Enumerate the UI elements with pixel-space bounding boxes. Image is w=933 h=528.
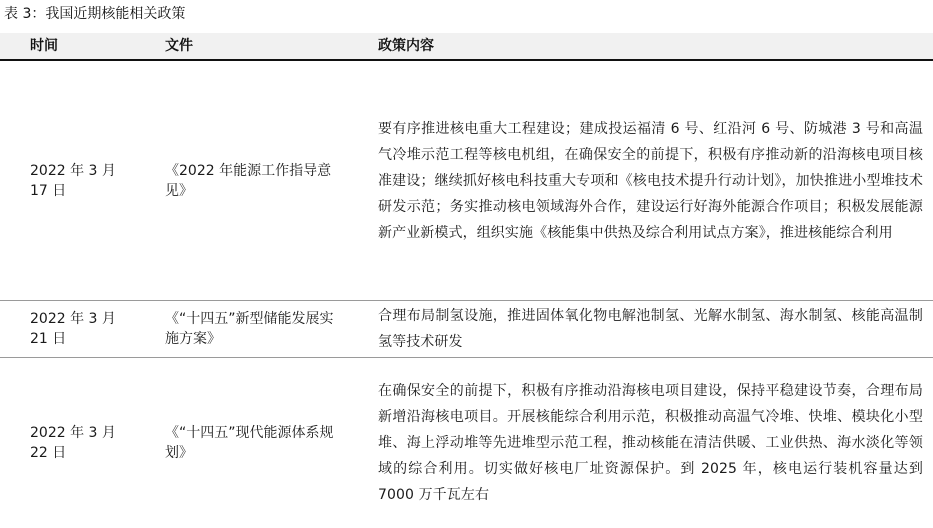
row-content-cell [345, 358, 933, 528]
header-time: 时间 [30, 38, 58, 54]
row-document-cell [132, 61, 345, 300]
row-content: 要有序推进核电重大工程建设；建成投运福清 6 号、红沿河 6 号、防城港 3 号和高温气冷堆示范工程等核电机组，在确保安全的前提下，积极有序推动新的沿海核电项目核准建设；继续抓好核电科技重大专项和《核电技术提升行动计划》，加快推进小型堆技术研发示范；务实推动核电领域海外合作，建设运行好海外能源合作项目；积极发展能源新产业新模式，组织实施《核能集中供热及综合利用试点方案》，推进核能综合利用 [378, 120, 923, 241]
table-caption: 表 3：我国近期核能相关政策 [4, 6, 186, 22]
row-document-cell [132, 358, 345, 528]
table-row [0, 301, 933, 358]
row-time: 2022 年 3 月 17 日 [30, 162, 116, 199]
row-time-cell [0, 61, 132, 300]
row-time: 2022 年 3 月 21 日 [30, 311, 116, 347]
row-time-cell [0, 301, 132, 357]
row-document: 《2022 年能源工作指导意见》 [165, 162, 332, 199]
table-row [0, 358, 933, 528]
row-document-cell [132, 301, 345, 357]
row-document: 《“十四五”现代能源体系规划》 [165, 425, 334, 461]
row-content-cell [345, 301, 933, 357]
row-time-cell [0, 358, 132, 528]
table-header-row [0, 33, 933, 61]
row-content-cell [345, 61, 933, 300]
table-row [0, 61, 933, 301]
header-document: 文件 [165, 38, 193, 54]
row-document: 《“十四五”新型储能发展实施方案》 [165, 311, 334, 347]
row-content: 合理布局制氢设施，推进固体氧化物电解池制氢、光解水制氢、海水制氢、核能高温制氢等技术研发 [378, 308, 923, 350]
header-content: 政策内容 [378, 38, 434, 54]
row-content: 在确保安全的前提下，积极有序推动沿海核电项目建设，保持平稳建设节奏，合理布局新增沿海核电项目。开展核能综合利用示范，积极推动高温气冷堆、快堆、模块化小型堆、海上浮动堆等先进堆型示范工程，推动核能在清洁供暖、工业供热、海水淡化等领域的综合利用。切实做好核电厂址资源保护。到 2025 年，核电运行装机容量达到 7000 万千瓦左右 [378, 383, 923, 503]
policy-table [0, 33, 933, 528]
row-time: 2022 年 3 月 22 日 [30, 425, 116, 461]
